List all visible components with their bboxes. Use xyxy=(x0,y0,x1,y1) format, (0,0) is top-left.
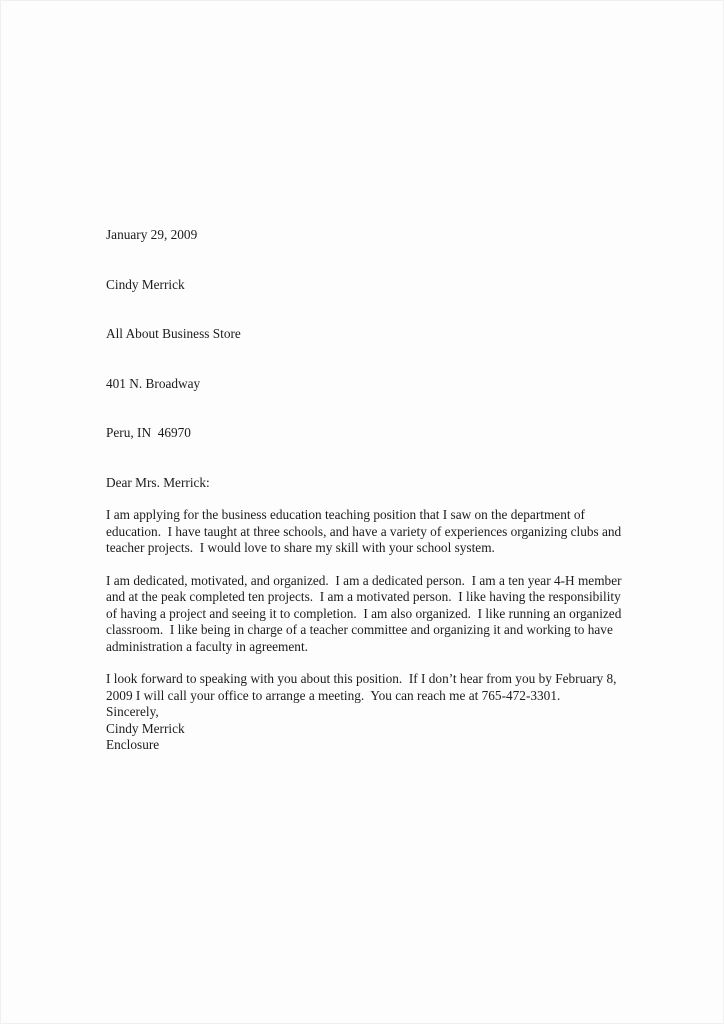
recipient-name: Cindy Merrick xyxy=(106,276,185,292)
enclosure-note: Enclosure xyxy=(106,737,160,752)
body-paragraph-1: I am applying for the business education teaching position that I saw on the department of education. I have taught at three schools, and have a variety of experiences organizing clubs and teacher projects. I would love to share my skill with your school system. xyxy=(106,507,625,555)
letter-content xyxy=(106,227,628,754)
salutation: Dear Mrs. Merrick: xyxy=(106,474,210,490)
recipient-company: All About Business Store xyxy=(106,326,241,341)
recipient-street: 401 N. Broadway xyxy=(106,375,201,391)
letter-date: January 29, 2009 xyxy=(106,227,198,242)
body-paragraph-3: I look forward to speaking with you about this position. If I don’t hear from you by February 8, 2009 I will call your office to arrange a meeting. You can reach me at 765-472-3301. xyxy=(106,671,620,703)
closing: Sincerely, xyxy=(106,704,159,719)
signature-name: Cindy Merrick xyxy=(106,720,185,736)
recipient-city-state-zip: Peru, IN 46970 xyxy=(106,425,191,440)
body-paragraph-2: I am dedicated, motivated, and organized. I am a dedicated person. I am a ten year 4-H member and at the peak completed ten projects. I am a motivated person. I like having the responsibility of having a project and seeing it to completion. I am also organized. I like running an organized classroom. I like being in charge of a teacher committee and organizing it and working to have administration a faculty in agreement. xyxy=(106,572,625,654)
recipient-address-block xyxy=(106,244,628,475)
